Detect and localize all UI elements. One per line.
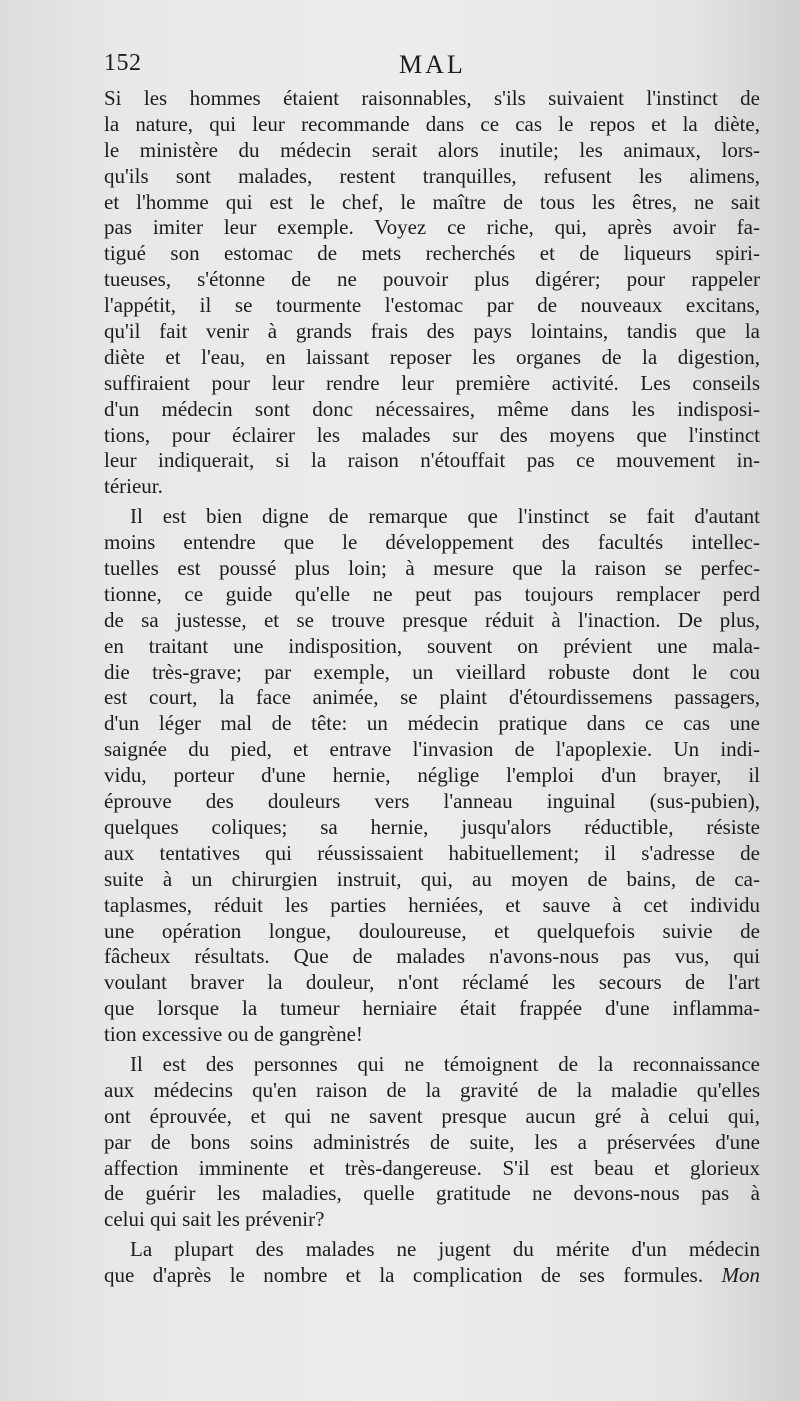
body-text xyxy=(104,86,760,1293)
text-line: aux médecins qu'en raison de la gravité de la maladie qu'elles xyxy=(104,1077,760,1102)
text-line: que d'après le nombre et la complication de ses formules. xyxy=(104,1263,704,1288)
text-line: suite à un chirurgien instruit, qui, au moyen de bains, de ca- xyxy=(104,866,760,891)
text-line: aux tentatives qui réussissaient habituellement; il s'adresse de xyxy=(104,840,760,865)
text-line: tigué son estomac de mets recherchés et de liqueurs spiri- xyxy=(104,241,760,266)
page-header xyxy=(104,50,760,84)
text-line: vidu, porteur d'une hernie, néglige l'emploi d'un brayer, il xyxy=(104,763,760,788)
catchword: Mon xyxy=(721,1263,761,1288)
paragraph xyxy=(104,86,760,500)
text-line: pas imiter leur exemple. Voyez ce riche, qui, après avoir fa- xyxy=(104,215,760,240)
text-line: La plupart des malades ne jugent du mérite d'un médecin xyxy=(130,1237,760,1262)
text-line: diète et l'eau, en laissant reposer les organes de la digestion, xyxy=(104,344,760,369)
text-line: qu'il fait venir à grands frais des pays lointains, tandis que la xyxy=(104,319,760,344)
text-line: qu'ils sont malades, restent tranquilles, refusent les alimens, xyxy=(104,163,760,188)
text-line: Il est bien digne de remarque que l'instinct se fait d'autant xyxy=(130,504,760,529)
text-line: de sa justesse, et se trouve presque réduit à l'inaction. De plus, xyxy=(104,607,760,632)
text-line: la nature, qui leur recommande dans ce cas le repos et la diète, xyxy=(104,111,760,136)
running-head: MAL xyxy=(399,50,466,79)
text-line: d'un médecin sont donc nécessaires, même dans les indisposi- xyxy=(104,396,760,421)
paragraph xyxy=(104,1052,760,1233)
text-line: de guérir les maladies, quelle gratitude ne devons-nous pas à xyxy=(104,1181,760,1206)
text-line: éprouve des douleurs vers l'anneau inguinal (sus-pubien), xyxy=(104,789,760,814)
text-line: tion excessive ou de gangrène! xyxy=(104,1022,363,1047)
text-line: Il est des personnes qui ne témoignent de la reconnaissance xyxy=(130,1051,760,1076)
paragraph xyxy=(104,1237,760,1289)
text-line: ont éprouvée, et qui ne savent presque aucun gré à celui qui, xyxy=(104,1103,760,1128)
text-line: le ministère du médecin serait alors inutile; les animaux, lors- xyxy=(104,137,760,162)
page-number: 152 xyxy=(104,50,142,76)
text-line: tuelles est poussé plus loin; à mesure que la raison se perfec- xyxy=(104,556,760,581)
text-line: tions, pour éclairer les malades sur des moyens que l'instinct xyxy=(104,422,760,447)
text-line: taplasmes, réduit les parties herniées, et sauve à cet individu xyxy=(104,892,760,917)
text-line: affection imminente et très-dangereuse. S'il est beau et glorieux xyxy=(104,1155,760,1180)
text-line: térieur. xyxy=(104,474,163,499)
text-line: die très-grave; par exemple, un vieillard robuste dont le cou xyxy=(104,659,760,684)
text-line: celui qui sait les prévenir? xyxy=(104,1207,325,1232)
text-line: est court, la face animée, se plaint d'étourdissemens passagers, xyxy=(104,685,760,710)
text-line: saignée du pied, et entrave l'invasion de l'apoplexie. Un indi- xyxy=(104,737,760,762)
text-line: tionne, ce guide qu'elle ne peut pas toujours remplacer perd xyxy=(104,581,760,606)
text-line: quelques coliques; sa hernie, jusqu'alors réductible, résiste xyxy=(104,814,760,839)
text-line: suffiraient pour leur rendre leur première activité. Les conseils xyxy=(104,370,760,395)
text-line: par de bons soins administrés de suite, les a préservées d'une xyxy=(104,1129,760,1154)
paragraph xyxy=(104,504,760,1048)
text-line: et l'homme qui est le chef, le maître de tous les êtres, ne sait xyxy=(104,189,760,214)
text-line: en traitant une indisposition, souvent on prévient une mala- xyxy=(104,633,760,658)
text-line: fâcheux résultats. Que de malades n'avons-nous pas vus, qui xyxy=(104,944,760,969)
text-line-with-catchword xyxy=(104,1263,760,1289)
text-line: Si les hommes étaient raisonnables, s'ils suivaient l'instinct de xyxy=(104,86,760,110)
text-line: tueuses, s'étonne de ne pouvoir plus digérer; pour rappeler xyxy=(104,267,760,292)
text-line: d'un léger mal de tête: un médecin pratique dans ce cas une xyxy=(104,711,760,736)
text-line: voulant braver la douleur, n'ont réclamé les secours de l'art xyxy=(104,970,760,995)
text-line: que lorsque la tumeur herniaire était frappée d'une inflamma- xyxy=(104,996,760,1021)
text-line: leur indiquerait, si la raison n'étouffait pas ce mouvement in- xyxy=(104,448,760,473)
text-line: l'appétit, il se tourmente l'estomac par de nouveaux excitans, xyxy=(104,293,760,318)
text-line: moins entendre que le développement des facultés intellec- xyxy=(104,530,760,555)
text-line: une opération longue, douloureuse, et quelquefois suivie de xyxy=(104,918,760,943)
